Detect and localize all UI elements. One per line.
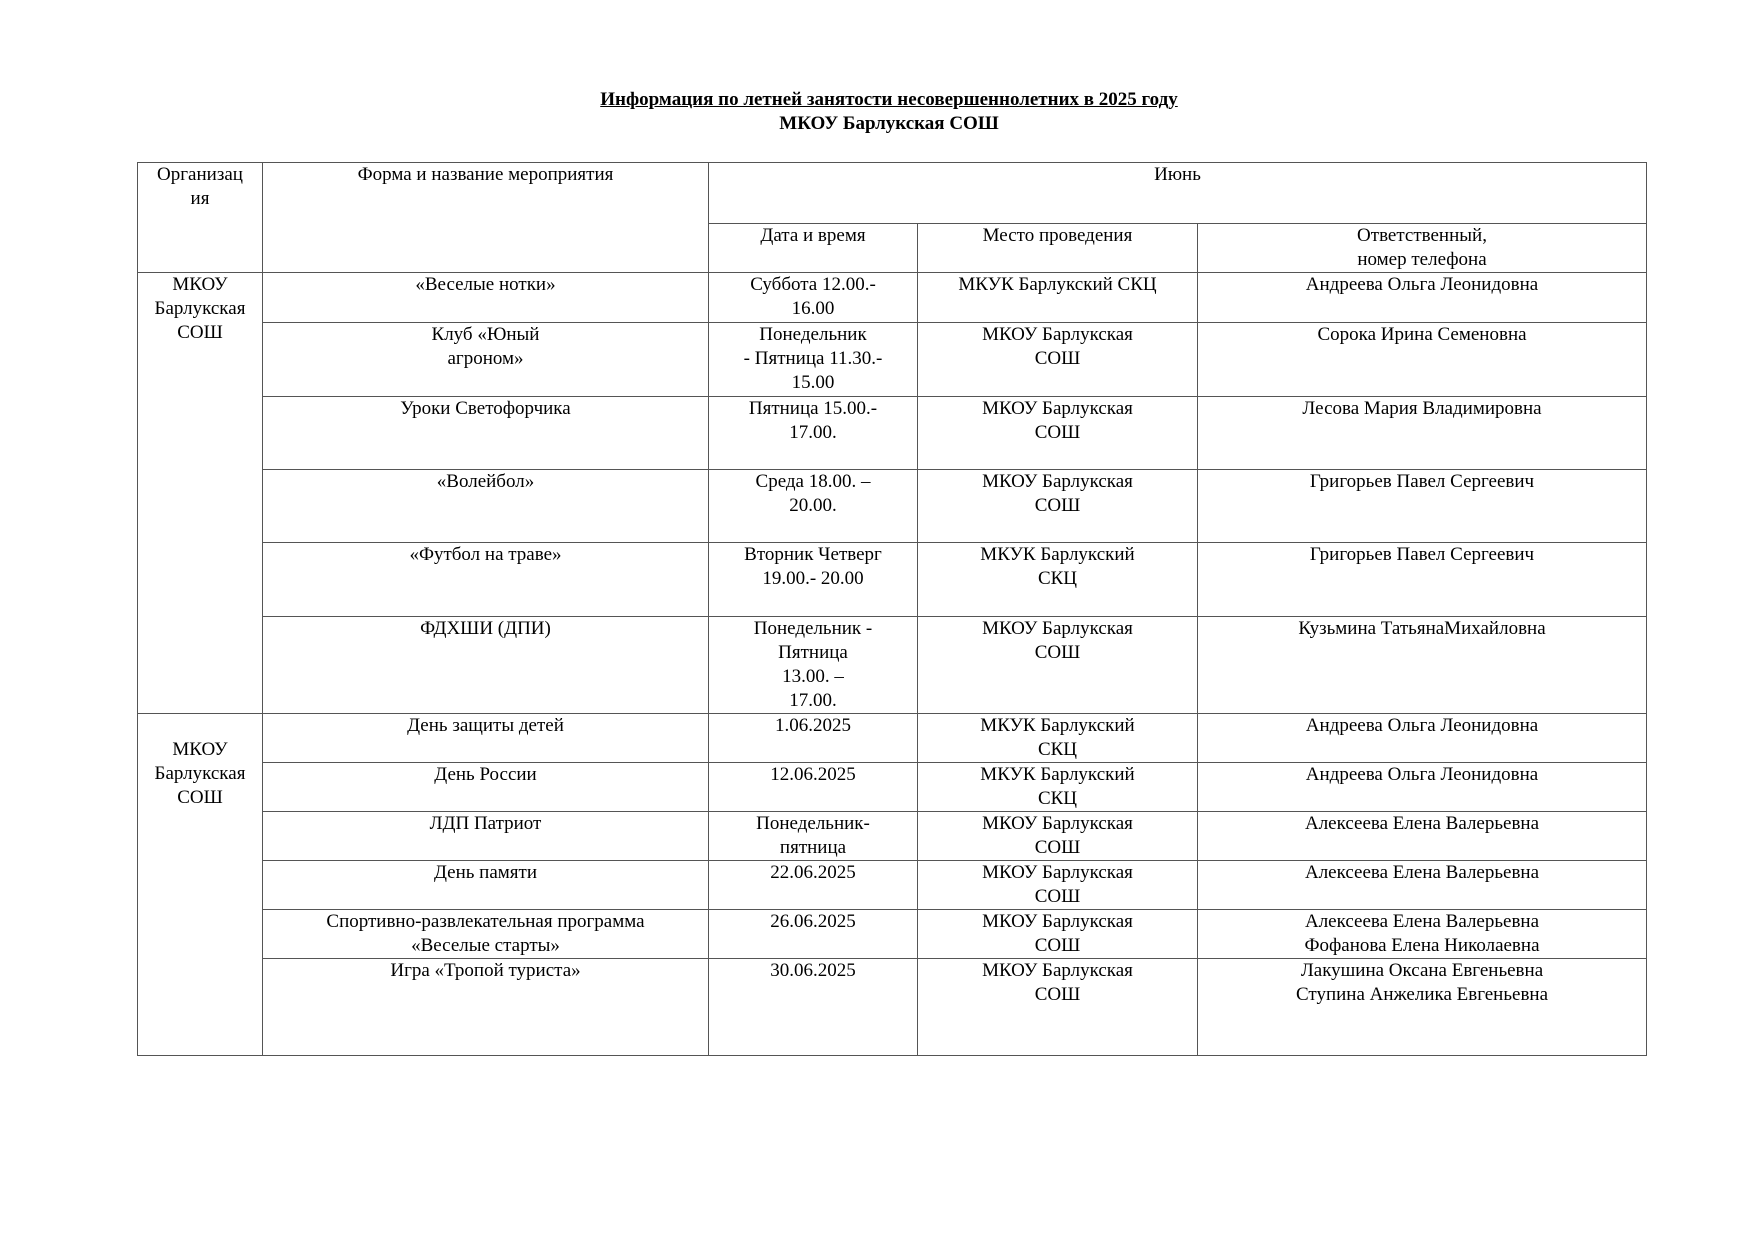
event-cell: День России — [263, 763, 709, 812]
datetime-cell: Среда 18.00. – 20.00. — [709, 470, 918, 543]
responsible-cell: Григорьев Павел Сергеевич — [1198, 470, 1647, 543]
place-cell: МКОУ Барлукская СОШ — [918, 812, 1198, 861]
event-cell: «Волейбол» — [263, 470, 709, 543]
event-cell: ЛДП Патриот — [263, 812, 709, 861]
event-cell: «Веселые нотки» — [263, 273, 709, 323]
responsible-cell: Лакушина Оксана Евгеньевна Ступина Анжелика Евгеньевна — [1198, 959, 1647, 1056]
place-cell: МКУК Барлукский СКЦ — [918, 714, 1198, 763]
place-cell: МКОУ Барлукская СОШ — [918, 959, 1198, 1056]
event-cell: Игра «Тропой туриста» — [263, 959, 709, 1056]
responsible-cell: Алексеева Елена Валерьевна Фофанова Елена Николаевна — [1198, 910, 1647, 959]
event-cell: ФДХШИ (ДПИ) — [263, 617, 709, 714]
place-cell: МКОУ Барлукская СОШ — [918, 323, 1198, 397]
organization-cell: МКОУ Барлукская СОШ — [138, 273, 263, 714]
table-row — [138, 543, 1647, 617]
table-row — [138, 910, 1647, 959]
responsible-cell: Кузьмина ТатьянаМихайловна — [1198, 617, 1647, 714]
header-organization: Организац ия — [138, 163, 263, 273]
place-cell: МКОУ Барлукская СОШ — [918, 617, 1198, 714]
table-row — [138, 812, 1647, 861]
table-row — [138, 861, 1647, 910]
responsible-cell: Алексеева Елена Валерьевна — [1198, 861, 1647, 910]
datetime-cell: 22.06.2025 — [709, 861, 918, 910]
responsible-cell: Григорьев Павел Сергеевич — [1198, 543, 1647, 617]
datetime-cell: Понедельник- пятница — [709, 812, 918, 861]
place-cell: МКОУ Барлукская СОШ — [918, 861, 1198, 910]
place-cell: МКОУ Барлукская СОШ — [918, 910, 1198, 959]
datetime-cell: 26.06.2025 — [709, 910, 918, 959]
table-row — [138, 397, 1647, 470]
datetime-cell: 1.06.2025 — [709, 714, 918, 763]
datetime-cell: Понедельник - Пятница 11.30.- 15.00 — [709, 323, 918, 397]
table-row — [138, 959, 1647, 1056]
header-datetime: Дата и время — [709, 224, 918, 273]
event-cell: Спортивно-развлекательная программа «Веселые старты» — [263, 910, 709, 959]
place-cell: МКУК Барлукский СКЦ — [918, 273, 1198, 323]
schedule-table — [137, 162, 1647, 1056]
table-row — [138, 763, 1647, 812]
datetime-cell: 30.06.2025 — [709, 959, 918, 1056]
event-cell: День памяти — [263, 861, 709, 910]
event-cell: День защиты детей — [263, 714, 709, 763]
table-row — [138, 470, 1647, 543]
header-row-1 — [138, 163, 1647, 224]
place-cell: МКОУ Барлукская СОШ — [918, 470, 1198, 543]
event-cell: Клуб «Юный агроном» — [263, 323, 709, 397]
datetime-cell: Суббота 12.00.- 16.00 — [709, 273, 918, 323]
document-title: Информация по летней занятости несовершеннолетних в 2025 году — [600, 89, 1178, 110]
table-row — [138, 323, 1647, 397]
datetime-cell: 12.06.2025 — [709, 763, 918, 812]
event-cell: «Футбол на траве» — [263, 543, 709, 617]
responsible-cell: Андреева Ольга Леонидовна — [1198, 714, 1647, 763]
responsible-cell: Сорока Ирина Семеновна — [1198, 323, 1647, 397]
datetime-cell: Пятница 15.00.- 17.00. — [709, 397, 918, 470]
table-row — [138, 617, 1647, 714]
header-place: Место проведения — [918, 224, 1198, 273]
place-cell: МКУК Барлукский СКЦ — [918, 763, 1198, 812]
responsible-cell: Лесова Мария Владимировна — [1198, 397, 1647, 470]
place-cell: МКУК Барлукский СКЦ — [918, 543, 1198, 617]
place-cell: МКОУ Барлукская СОШ — [918, 397, 1198, 470]
header-responsible: Ответственный, номер телефона — [1198, 224, 1647, 273]
responsible-cell: Андреева Ольга Леонидовна — [1198, 273, 1647, 323]
responsible-cell: Алексеева Елена Валерьевна — [1198, 812, 1647, 861]
header-event: Форма и название мероприятия — [263, 163, 709, 273]
organization-cell: МКОУ Барлукская СОШ — [138, 714, 263, 1056]
datetime-cell: Понедельник - Пятница 13.00. – 17.00. — [709, 617, 918, 714]
responsible-cell: Андреева Ольга Леонидовна — [1198, 763, 1647, 812]
table-row — [138, 714, 1647, 763]
datetime-cell: Вторник Четверг 19.00.- 20.00 — [709, 543, 918, 617]
table-row — [138, 273, 1647, 323]
event-cell: Уроки Светофорчика — [263, 397, 709, 470]
header-month: Июнь — [709, 163, 1647, 224]
document-subtitle: МКОУ Барлукская СОШ — [779, 113, 999, 134]
